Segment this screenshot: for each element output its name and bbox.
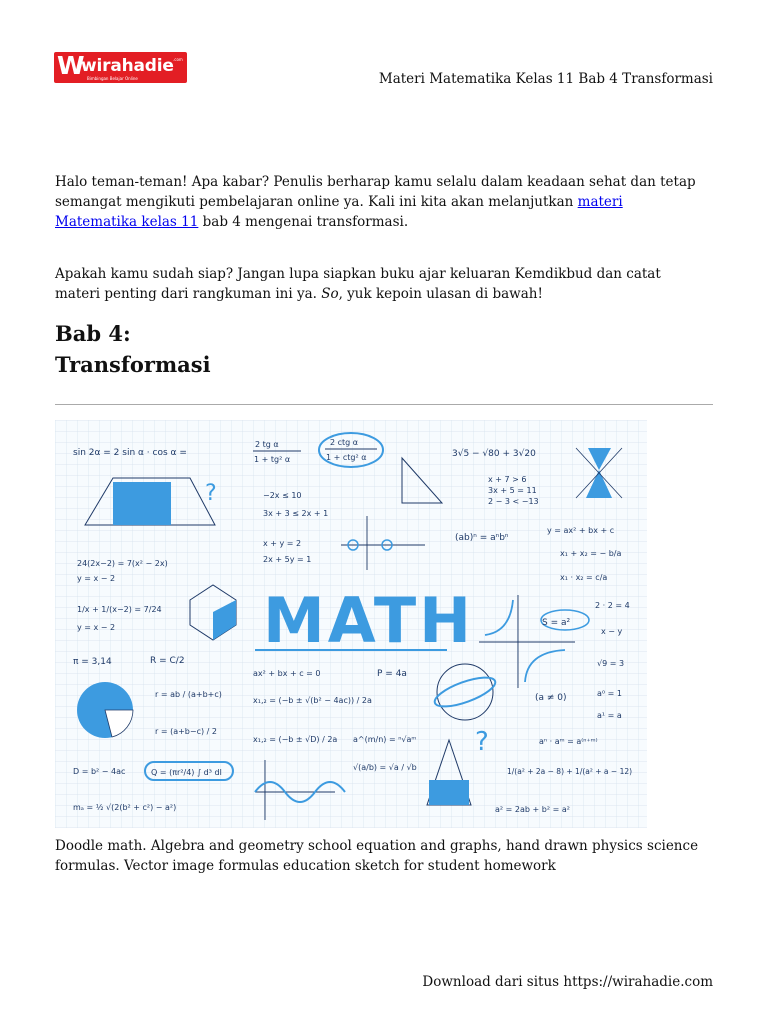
formula-P: P = 4a [377,669,407,679]
formula-22: 2 · 2 = 4 [595,601,630,610]
math-title: MATH [263,584,475,657]
logo-text: wirahadie [81,56,174,76]
second-italic: So [321,286,339,302]
formula-tg-den: 1 + tg² α [254,455,291,464]
formula-eq24: 24(2x−2) = 7(x² − 2x) [77,559,168,568]
formula-tg-num: 2 tg α [255,440,279,449]
second-text-before: Apakah kamu sudah siap? Jangan lupa siapkan buku ajar keluaran Kemdikbud dan catat materi penting dari rangkuman ini ya. [55,266,661,302]
footer-text: Download dari situs https://wirahadie.com [422,974,713,990]
formula-r1: r = ab / (a+b+c) [155,690,222,699]
formula-ineq1: −2x ≤ 10 [263,491,302,500]
header-title: Materi Matematika Kelas 11 Bab 4 Transformasi [378,71,713,87]
formula-sq9: √9 = 3 [597,659,625,668]
cone-fill [429,780,469,805]
formula-quad: y = ax² + bx + c [547,526,615,535]
formula-S: S = a² [542,618,571,628]
formula-sys3: 2 − 3 < −13 [488,497,539,506]
formula-a1: a¹ = a [597,711,622,720]
formula-vieta1: x₁ + x₂ = − b/a [560,549,622,558]
formula-5y: 2x + 5y = 1 [263,555,312,564]
horizontal-rule [55,404,713,405]
formula-sqrt-frac: √(a/b) = √a / √b [353,763,417,772]
formula-ax: ax² + bx + c = 0 [253,669,321,678]
heading-line-2: Transformasi [55,352,211,377]
formula-x12: x₁,₂ = (−b ± √(b² − 4ac)) / 2a [253,696,372,705]
formula-roots: 3√5 − √80 + 3√20 [452,449,536,459]
figure-caption: Doodle math. Algebra and geometry school equation and graphs, hand drawn physics science formulas. Vector image formulas education sketch for student homework [55,838,699,874]
logo-tagline: Bimbingan Belajar Online [87,76,138,81]
formula-x12b: x₁,₂ = (−b ± √D) / 2a [253,735,338,744]
formula-Q: Q = (πr²/4) ∫ d³ dl [151,768,222,777]
formula-ab: (ab)ⁿ = aⁿbⁿ [455,533,509,543]
formula-a2: a² = 2ab + b² = a² [495,805,570,814]
intro-paragraph [55,172,705,232]
formula-r2: r = (a+b−c) / 2 [155,727,217,736]
formula-sys2: 3x + 5 = 11 [488,486,537,495]
second-text-after: , yuk kepoin ulasan di bawah! [338,286,543,302]
site-logo[interactable] [54,52,187,83]
intro-text-before: Halo teman-teman! Apa kabar? Penulis berharap kamu selalu dalam keadaan sehat dan tetap semangat mengikuti pembelajaran online ya. Kali ini kita akan melanjutkan [55,174,696,210]
formula-r: R = C/2 [150,656,185,666]
formula-frac1: 1/x + 1/(x−2) = 7/24 [77,605,162,614]
formula-pi: π = 3,14 [73,657,112,667]
formula-anam: aⁿ · aᵐ = a⁽ⁿ⁺ᵐ⁾ [539,737,598,746]
formula-ineq2: 3x + 3 ≤ 2x + 1 [263,509,329,518]
formula-yx3: y = x − 2 [77,623,116,632]
math-doodle-svg [55,420,647,828]
second-paragraph [55,264,705,304]
formula-ctg-den: 1 + ctg² α [326,453,367,462]
formula-ma: mₐ = ½ √(2(b² + c²) − a²) [73,803,177,812]
formula-xy: x − y [601,627,623,636]
formula-a01: a⁰ = 1 [597,689,622,698]
math-doodle-image [55,420,647,828]
logo-domain: .com [173,57,183,62]
logo-mark: W [57,52,83,80]
question-mark-icon: ? [475,727,489,757]
formula-xy2: x + y = 2 [263,539,302,548]
formula-yx2: y = x − 2 [77,574,116,583]
formula-sys1: x + 7 > 6 [488,475,527,484]
formula-frac2: 1/(a² + 2a − 8) + 1/(a² + a − 12) [507,767,633,776]
formula-a0: (a ≠ 0) [535,693,567,703]
heading-line-1: Bab 4: [55,321,131,346]
formula-D: D = b² − 4ac [73,767,126,776]
formula-vieta2: x₁ · x₂ = c/a [560,573,608,582]
formula-sin: sin 2α = 2 sin α · cos α = [73,448,187,458]
chapter-heading [55,318,211,380]
trapezoid-fill [113,482,171,525]
formula-ctg-num: 2 ctg α [330,438,359,447]
intro-text-after: bab 4 mengenai transformasi. [198,214,409,230]
formula-nroot: a^(m/n) = ⁿ√aᵐ [353,735,417,744]
materi-link[interactable]: materi Matematika kelas 11 [55,194,623,230]
question-mark-icon: ? [205,481,217,506]
